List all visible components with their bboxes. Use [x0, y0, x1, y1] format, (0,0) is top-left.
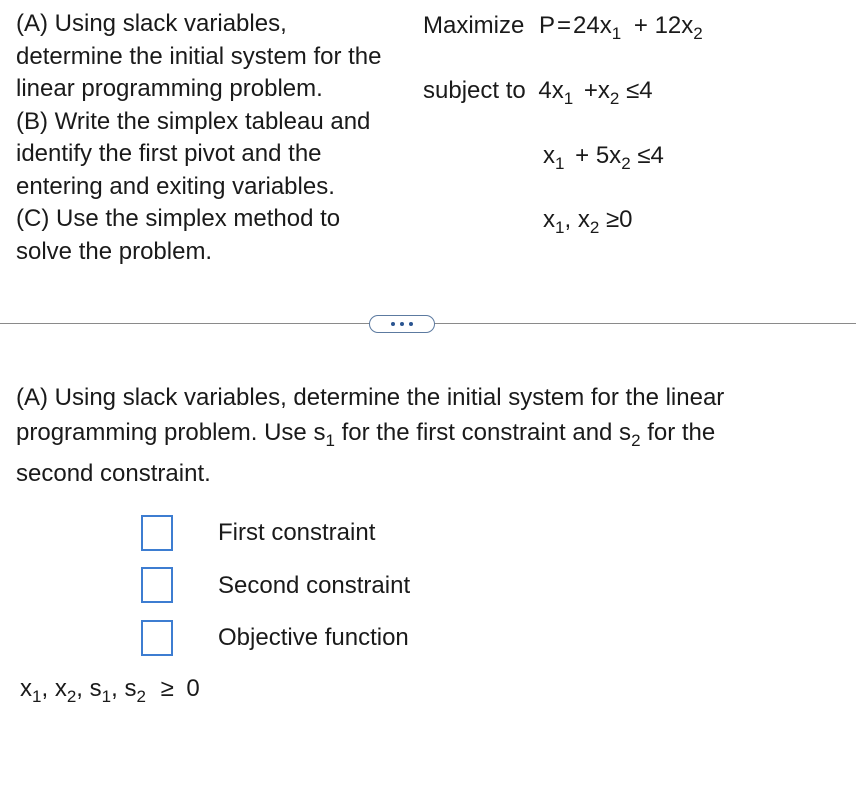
constraint-1-term-1: 4x — [538, 77, 564, 104]
part-a-prompt — [16, 380, 724, 491]
objective-lhs: P — [539, 12, 556, 39]
var-x1: x — [543, 206, 555, 233]
constraint-2-term-2: 5x — [595, 142, 622, 169]
instruction-line: (B) Write the simplex tableau and — [16, 107, 371, 135]
objective-term-1: 24x — [573, 12, 612, 39]
instruction-line: (A) Using slack variables, — [16, 10, 287, 37]
subscript: 1 — [32, 687, 42, 706]
constraint-1-term-2: x — [597, 77, 610, 104]
constraint-2-row — [543, 142, 664, 173]
plus-sign: + — [633, 12, 648, 39]
subscript: 1 — [555, 154, 565, 173]
subscript: 2 — [589, 218, 600, 237]
second-constraint-input[interactable] — [141, 567, 173, 603]
subscript: 2 — [136, 687, 146, 706]
plus-sign: + — [575, 142, 590, 169]
constraint-2-rhs: 4 — [650, 142, 664, 169]
instruction-line: entering and exiting variables. — [16, 172, 335, 200]
nonnegativity-row — [543, 206, 633, 237]
comma: , — [76, 675, 83, 702]
subscript: 1 — [563, 89, 574, 108]
instruction-line: identify the first pivot and the — [16, 140, 322, 167]
first-constraint-label: First constraint — [218, 519, 376, 546]
comma: , — [41, 675, 49, 702]
plus-sign: + — [583, 77, 598, 104]
constraint-1-rhs: 4 — [639, 77, 653, 104]
nonneg-rhs: 0 — [619, 206, 633, 233]
part-a-line-2: programming problem. Use $s_1$ for the first constraint and $s_2$ for the — [16, 419, 716, 450]
subscript: 2 — [693, 24, 703, 43]
nonneg-rhs: 0 — [186, 675, 200, 702]
instruction-line: solve the problem. — [16, 237, 213, 265]
comma: , — [564, 206, 572, 233]
comma: , — [111, 675, 118, 702]
var-x2: x — [54, 675, 67, 702]
part-a-line-1: (A) Using slack variables, determine the initial system for the linear — [16, 384, 725, 411]
part-a-line-3: second constraint. — [16, 460, 211, 487]
objective-term-2: 12x — [654, 12, 694, 39]
maximize-label: Maximize — [423, 12, 525, 39]
var-x1: x — [20, 675, 32, 702]
var-x2: x — [577, 206, 590, 233]
subscript: 2 — [66, 687, 77, 706]
instruction-line: determine the initial system for the — [16, 42, 382, 70]
constraint-1-row — [423, 77, 653, 108]
problem-instructions — [16, 8, 382, 268]
objective-function-input[interactable] — [141, 620, 173, 656]
instruction-line: (C) Use the simplex method to — [16, 205, 341, 232]
objective-function-label: Objective function — [218, 624, 409, 651]
all-vars-nonnegativity — [20, 675, 200, 706]
leq-sign: ≤ — [626, 77, 640, 104]
var-s2: s — [124, 675, 137, 702]
more-dots-icon — [391, 322, 413, 326]
geq-sign: ≥ — [605, 206, 620, 233]
second-constraint-label: Second constraint — [218, 572, 411, 599]
first-constraint-input[interactable] — [141, 515, 173, 551]
subscript: 1 — [555, 218, 565, 237]
subscript: 1 — [611, 24, 622, 43]
leq-sign: ≤ — [637, 142, 651, 169]
var-s1: s — [89, 675, 102, 702]
subscript: 1 — [325, 431, 335, 450]
geq-sign: ≥ — [160, 675, 174, 702]
subscript: 1 — [101, 687, 112, 706]
expand-more-button[interactable] — [369, 315, 435, 333]
objective-row — [423, 12, 703, 43]
constraint-2-term-1: x — [543, 142, 555, 169]
instruction-line: linear programming problem. — [16, 75, 323, 102]
subscript: 2 — [631, 431, 641, 450]
subscript: 2 — [621, 154, 631, 173]
subject-to-label: subject to — [423, 77, 526, 104]
equals-sign: = — [557, 12, 572, 39]
subscript: 2 — [609, 89, 620, 108]
